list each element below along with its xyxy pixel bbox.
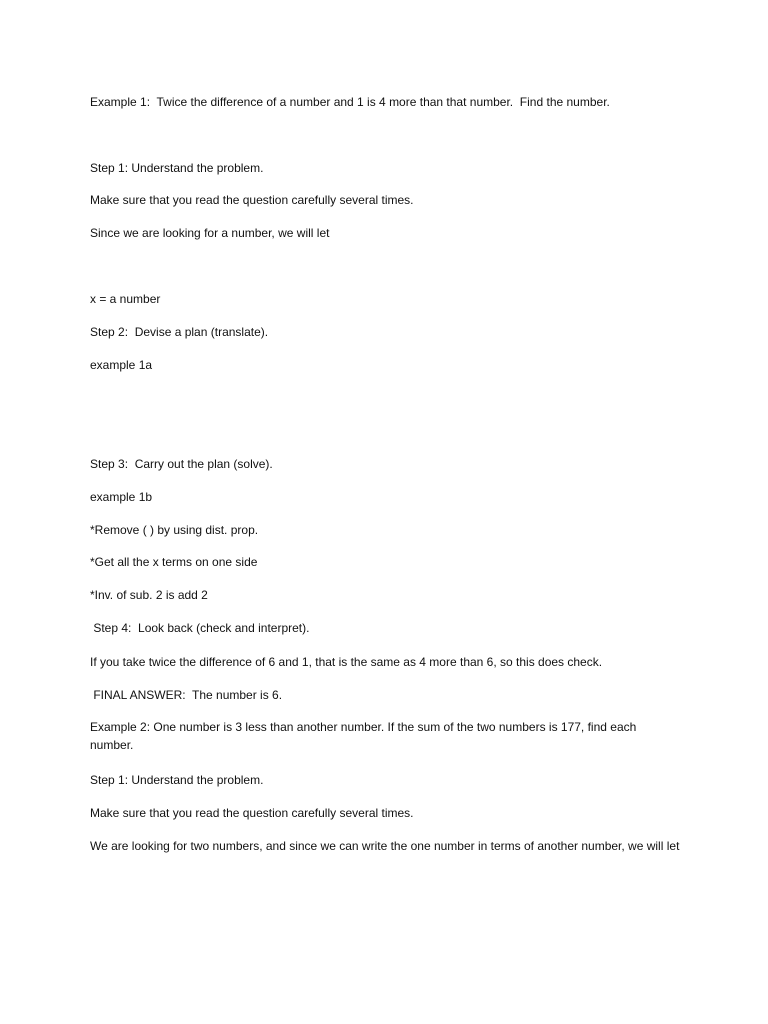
step-1-heading-2: Step 1: Understand the problem. <box>90 773 264 787</box>
step-4-heading: Step 4: Look back (check and interpret). <box>90 621 310 635</box>
step-1-heading: Step 1: Understand the problem. <box>90 161 264 175</box>
read-carefully-text-2: Make sure that you read the question carefully several times. <box>90 806 414 820</box>
looking-for-number-text: Since we are looking for a number, we will let <box>90 226 330 240</box>
note-remove-parentheses: *Remove ( ) by using dist. prop. <box>90 523 259 537</box>
looking-for-two-numbers-text: We are looking for two numbers, and since we can write the one number in terms of another number, we will let <box>90 839 680 853</box>
example-1b-label: example 1b <box>90 490 153 504</box>
note-inverse-sub: *Inv. of sub. 2 is add 2 <box>90 588 208 602</box>
variable-definition: x = a number <box>90 292 161 306</box>
step-3-heading: Step 3: Carry out the plan (solve). <box>90 457 273 471</box>
example-1-problem: Example 1: Twice the difference of a number and 1 is 4 more than that number. Find the number. <box>90 95 610 109</box>
example-2-problem: Example 2: One number is 3 less than another number. If the sum of the two numbers is 177, find each number. <box>90 720 637 752</box>
check-text: If you take twice the difference of 6 and 1, that is the same as 4 more than 6, so this does check. <box>90 655 603 669</box>
example-1a-label: example 1a <box>90 358 153 372</box>
final-answer: FINAL ANSWER: The number is 6. <box>90 688 283 702</box>
step-2-heading: Step 2: Devise a plan (translate). <box>90 325 269 339</box>
note-x-terms: *Get all the x terms on one side <box>90 555 258 569</box>
read-carefully-text: Make sure that you read the question carefully several times. <box>90 193 414 207</box>
